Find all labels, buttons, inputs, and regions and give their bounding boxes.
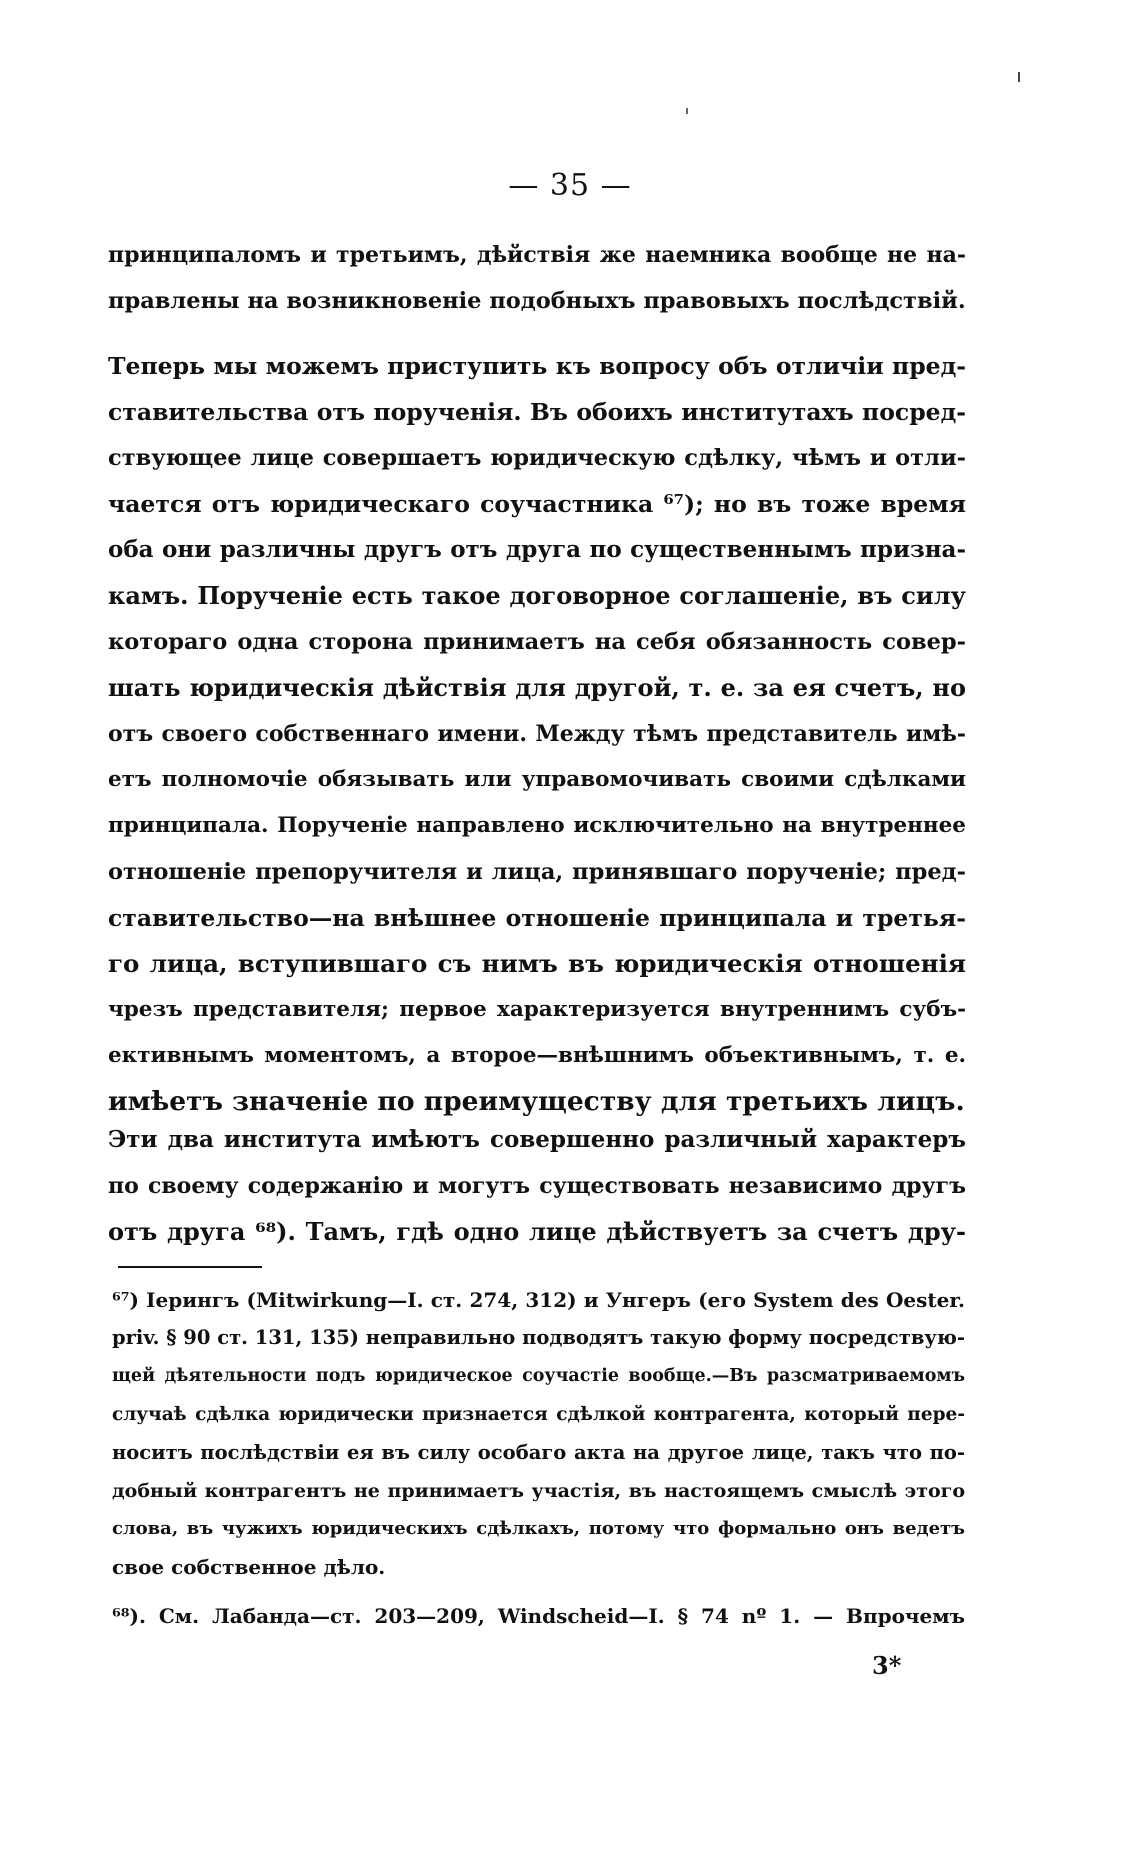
text-line: чрезъ представителя; первое характеризуется внутреннимъ субъ- bbox=[108, 997, 966, 1022]
scan-speck bbox=[686, 108, 688, 114]
footnote-line: priv. § 90 ст. 131, 135) неправильно подводятъ такую форму посредствую- bbox=[112, 1326, 965, 1350]
footnote-67 bbox=[112, 1281, 965, 1587]
paragraph-1 bbox=[108, 232, 966, 324]
footnote-line: щей дѣятельности подъ юридическое соучастіе вообще.—Въ разсматриваемомъ bbox=[112, 1366, 965, 1387]
text-line: ствующее лице совершаетъ юридическую сдѣлку, чѣмъ и отли- bbox=[108, 445, 966, 471]
text-line: оба они различны другъ отъ друга по существеннымъ призна- bbox=[108, 536, 966, 563]
text-line: чается отъ юридическаго соучастника ⁶⁷); но въ тоже время bbox=[108, 490, 966, 518]
footnote-line: ⁶⁷) Іерингъ (Mitwirkung—I. ст. 274, 312) и Унгеръ (его System des Oester. bbox=[112, 1288, 965, 1312]
text-line: принципала. Порученіе направлено исключительно на внутреннее bbox=[108, 813, 966, 838]
text-line: го лица, вступившаго съ нимъ въ юридическія отношенія bbox=[108, 949, 966, 978]
text-line: отъ друга ⁶⁸). Тамъ, гдѣ одно лице дѣйствуетъ за счетъ дру- bbox=[108, 1217, 966, 1246]
text-line: котораго одна сторона принимаетъ на себя обязанность совер- bbox=[108, 629, 966, 655]
footnote-line: случаѣ сдѣлка юридически признается сдѣлкой контрагента, который пере- bbox=[112, 1403, 965, 1425]
text-line: принципаломъ и третьимъ, дѣйствія же наемника вообще не на- bbox=[108, 242, 966, 268]
text-line: ставительства отъ порученія. Въ обоихъ институтахъ посред- bbox=[108, 398, 966, 426]
text-line: отношеніе препоручителя и лица, принявшаго порученіе; пред- bbox=[108, 859, 966, 885]
text-line: Эти два института имѣютъ совершенно различный характеръ bbox=[108, 1126, 966, 1153]
scan-speck bbox=[1018, 72, 1020, 82]
text-line: ставительство—на внѣшнее отношеніе принципала и третья- bbox=[108, 904, 966, 932]
footnote-line: носитъ послѣдствіи ея въ силу особаго акта на другое лице, такъ что по- bbox=[112, 1440, 965, 1464]
text-line: Теперь мы можемъ приступить къ вопросу объ отличіи пред- bbox=[108, 352, 966, 380]
footnote-line: добный контрагентъ не принимаетъ участія, въ настоящемъ смыслѣ этого bbox=[112, 1479, 965, 1502]
paragraph-2 bbox=[108, 343, 966, 1125]
text-line: етъ полномочіе обязывать или управомочивать своими сдѣлками bbox=[108, 767, 966, 792]
text-line: шать юридическія дѣйствія для другой, т. е. за ея счетъ, но bbox=[108, 673, 966, 702]
footnote-line: слова, въ чужихъ юридическихъ сдѣлкахъ, потому что формально онъ ведетъ bbox=[112, 1518, 965, 1540]
footnote-line: свое собственное дѣло. bbox=[112, 1555, 386, 1580]
footnote-line: ⁶⁸). См. Лабанда—ст. 203—209, Windscheid—I. § 74 nº 1. — Впрочемъ bbox=[112, 1604, 965, 1628]
footnote-68 bbox=[112, 1597, 965, 1635]
text-line: отъ своего собственнаго имени. Между тѣмъ представитель имѣ- bbox=[108, 721, 966, 747]
page-number: — 35 — bbox=[508, 168, 632, 203]
signature-mark: 3* bbox=[872, 1651, 902, 1680]
text-line: по своему содержанію и могутъ существовать независимо другъ bbox=[108, 1173, 966, 1199]
text-line: правлены на возникновеніе подобныхъ правовыхъ послѣдствій. bbox=[108, 288, 966, 314]
paragraph-3 bbox=[108, 1117, 966, 1255]
footnote-separator bbox=[118, 1266, 262, 1268]
text-line: ективнымъ моментомъ, а второе—внѣшнимъ объективнымъ, т. е. bbox=[108, 1043, 966, 1068]
text-line: камъ. Порученіе есть такое договорное соглашеніе, въ силу bbox=[108, 581, 966, 610]
text-line: имѣетъ значеніе по преимуществу для третьихъ лицъ. bbox=[108, 1086, 965, 1117]
